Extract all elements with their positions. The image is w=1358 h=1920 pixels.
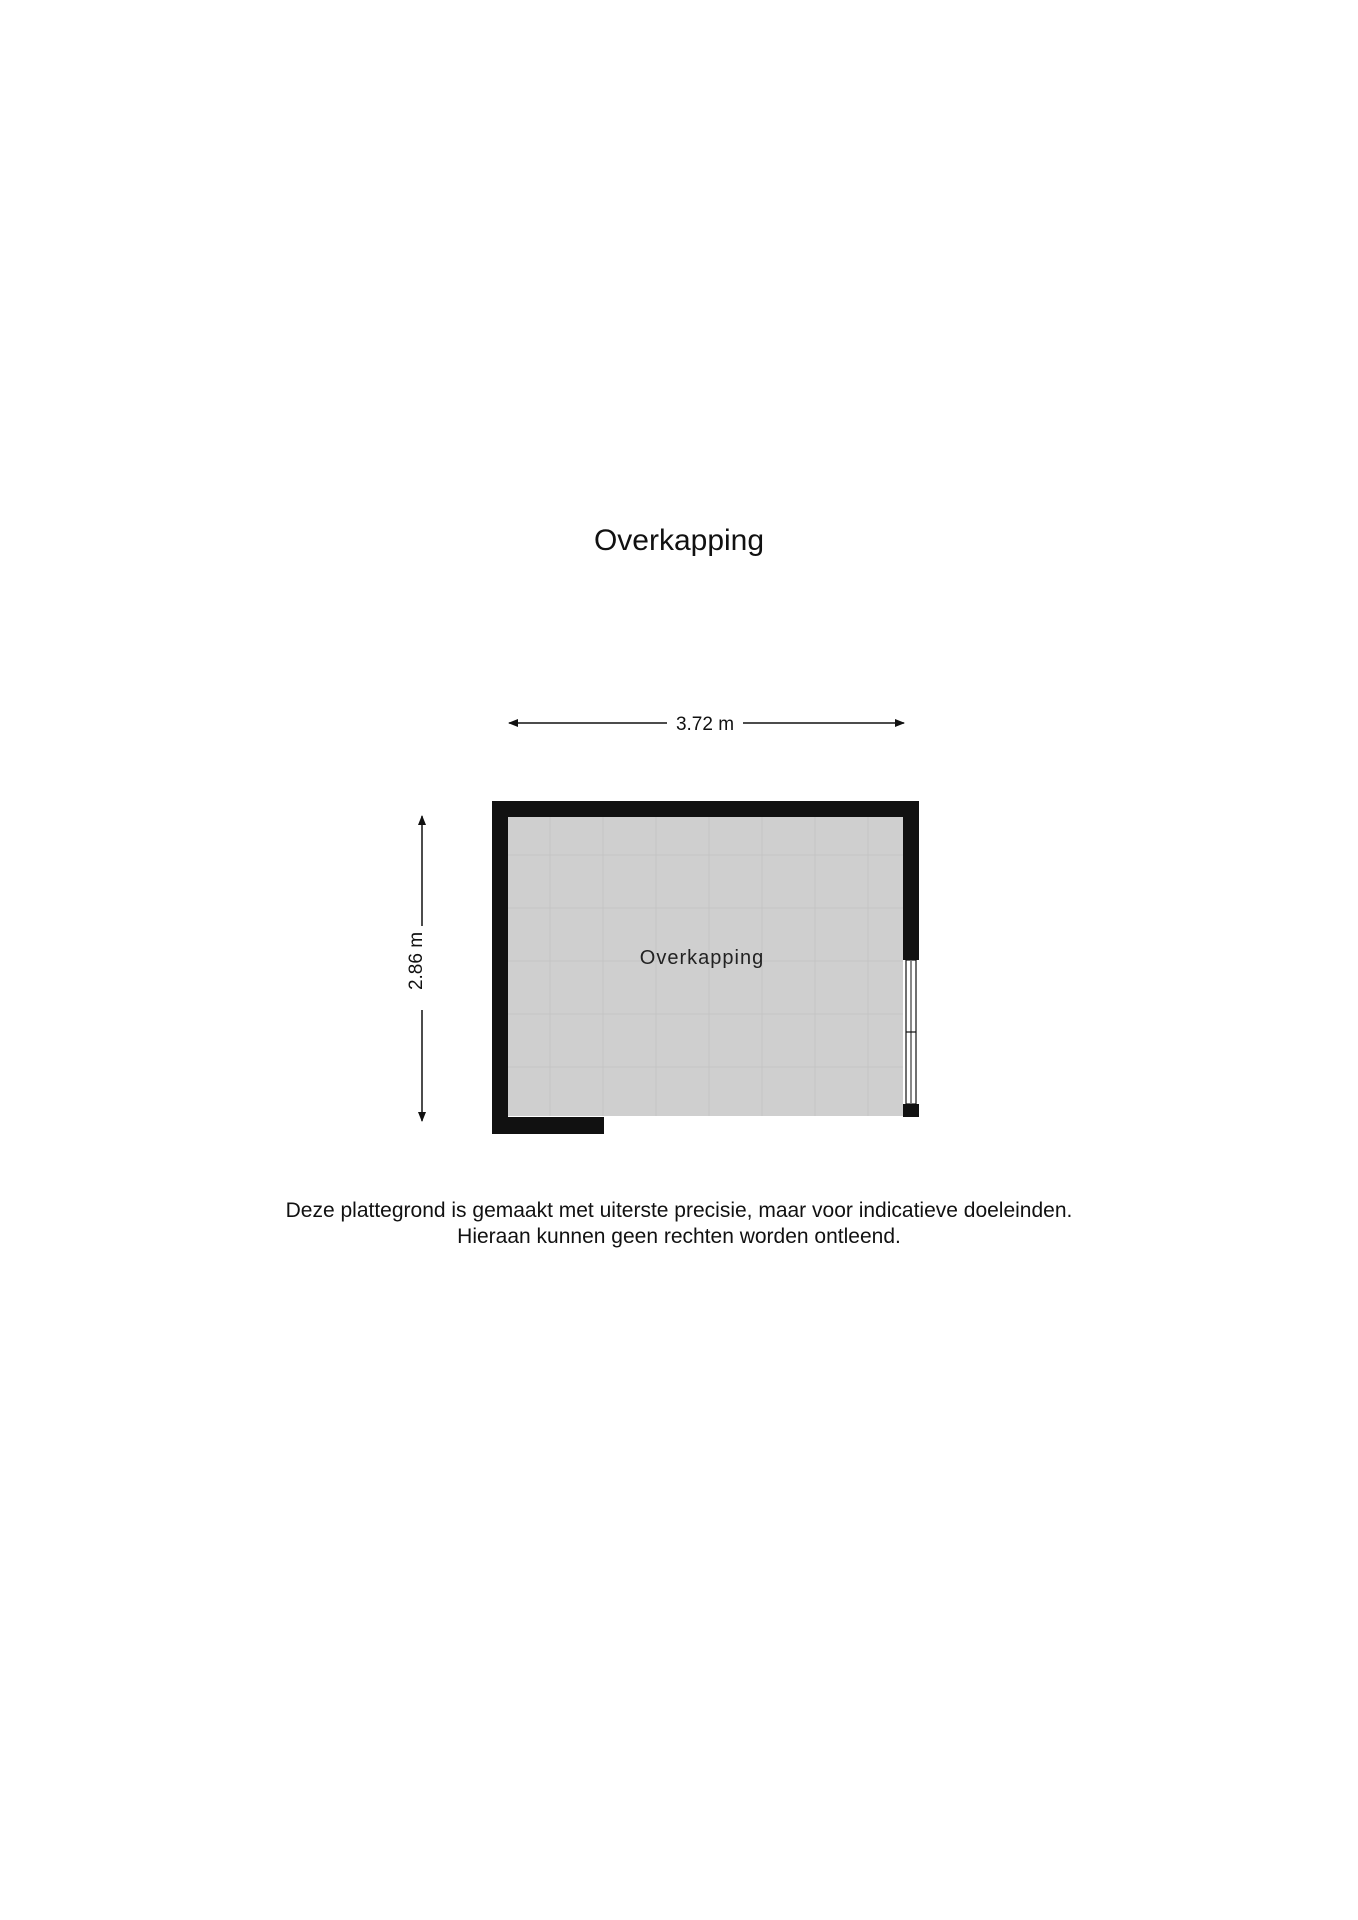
- window: [906, 960, 916, 1104]
- disclaimer-line-2: Hieraan kunnen geen rechten worden ontleend.: [457, 1225, 901, 1248]
- depth-dimension: [406, 816, 427, 1121]
- room-label: Overkapping: [639, 947, 765, 969]
- width-dimension: [509, 714, 904, 735]
- disclaimer: [0, 1198, 1358, 1250]
- wall-bottom: [492, 1117, 604, 1134]
- wall-right-stub: [903, 1104, 919, 1117]
- disclaimer-line-1: Deze plattegrond is gemaakt met uiterste precisie, maar voor indicatieve doeleinden.: [285, 1199, 1073, 1222]
- wall-top: [492, 801, 919, 817]
- depth-dimension-label: 2.86 m: [406, 931, 427, 991]
- page-title: Overkapping: [593, 524, 765, 557]
- wall-left: [492, 801, 508, 1134]
- wall-right: [903, 801, 919, 960]
- width-dimension-label: 3.72 m: [675, 714, 735, 735]
